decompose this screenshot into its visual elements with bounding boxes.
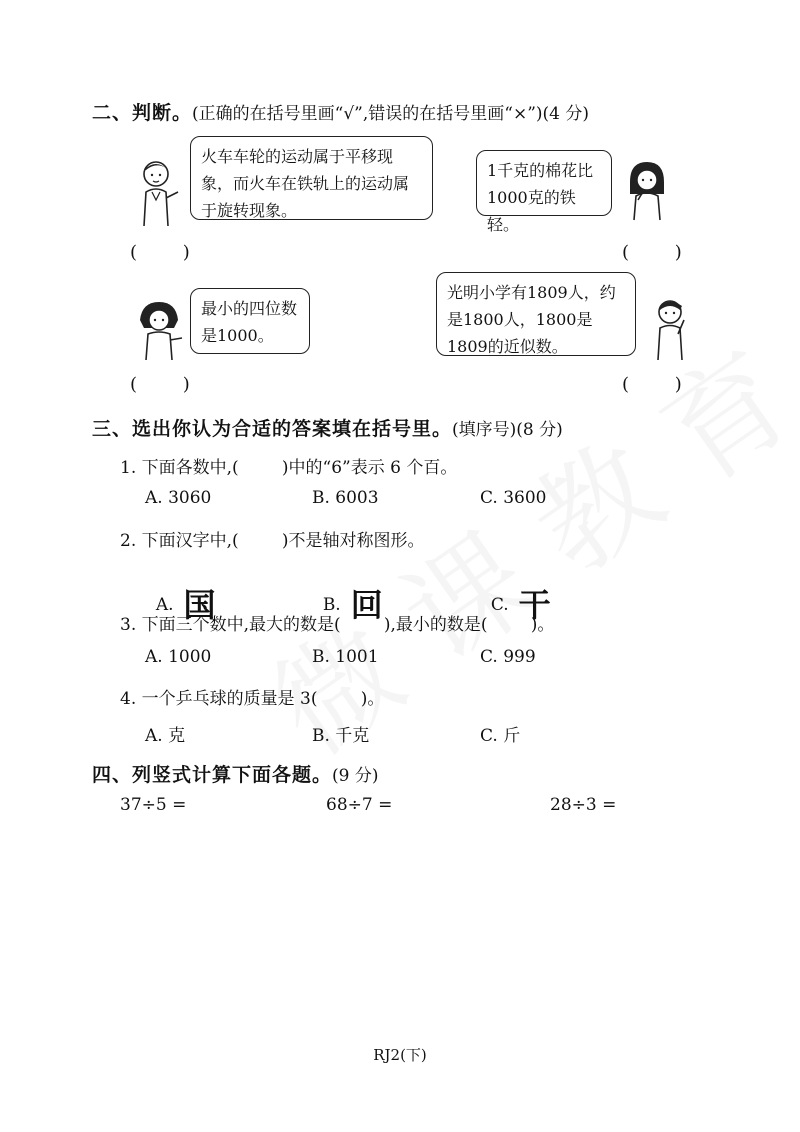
question-2: 2. 下面汉字中,( )不是轴对称图形。 — [120, 531, 425, 551]
q2-option-b-label: B. — [322, 595, 341, 615]
answer-paren-1[interactable]: ( ) — [130, 242, 190, 263]
statement-3-text: 最小的四位数是1000。 — [201, 299, 298, 345]
speech-bubble-2 — [476, 150, 612, 234]
section4-heading — [92, 760, 379, 787]
section2-heading — [92, 98, 589, 125]
answer-paren-2[interactable]: ( ) — [622, 242, 682, 263]
speech-bubble-3 — [190, 288, 310, 354]
section3-note: (填序号)(8 分) — [452, 420, 563, 440]
calc-problem-1: 37÷5 = — [120, 795, 187, 815]
section3-heading — [92, 414, 563, 441]
calc-problem-2: 68÷7 = — [326, 795, 393, 815]
question-4: 4. 一个乒乓球的质量是 3( )。 — [120, 689, 385, 709]
question-3: 3. 下面三个数中,最大的数是( ),最小的数是( )。 — [120, 615, 555, 635]
q3-option-c[interactable]: C. 999 — [480, 647, 536, 667]
q3-option-b[interactable]: B. 1001 — [312, 647, 379, 667]
boy-pointing-illustration — [134, 158, 184, 228]
answer-paren-4[interactable]: ( ) — [622, 374, 682, 395]
q2-char-a: 国 — [183, 586, 216, 624]
boy-thinking-illustration — [648, 296, 696, 362]
girl-thinking-illustration — [622, 160, 672, 222]
section4-note: (9 分) — [332, 766, 379, 786]
q3-option-a[interactable]: A. 1000 — [145, 647, 212, 667]
calc-problem-3: 28÷3 = — [550, 795, 617, 815]
section2-note: (正确的在括号里画“√”,错误的在括号里画“×”)(4 分) — [192, 104, 590, 124]
q2-option-c-label: C. — [490, 595, 509, 615]
q1-option-c[interactable]: C. 3600 — [480, 488, 547, 508]
speech-bubble-4 — [436, 272, 636, 356]
answer-paren-3[interactable]: ( ) — [130, 374, 190, 395]
q2-char-c: 干 — [518, 586, 551, 624]
q4-option-c[interactable]: C. 斤 — [480, 726, 521, 746]
q4-option-a[interactable]: A. 克 — [145, 726, 186, 746]
q1-option-b[interactable]: B. 6003 — [312, 488, 379, 508]
statement-2-text: 1千克的棉花比1000克的铁轻。 — [487, 161, 594, 234]
speech-bubble-1 — [190, 136, 433, 220]
statement-4-text: 光明小学有1809人，约是1800人，1800是1809的近似数。 — [447, 283, 616, 356]
page-footer: RJ2(下) — [373, 1046, 427, 1064]
girl-pointing-illustration — [134, 300, 184, 362]
statement-1-text: 火车车轮的运动属于平移现象，而火车在铁轨上的运动属于旋转现象。 — [201, 147, 410, 220]
question-1: 1. 下面各数中,( )中的“6”表示 6 个百。 — [120, 458, 458, 478]
section3-title: 三、选出你认为合适的答案填在括号里。 — [92, 418, 453, 440]
section4-title: 四、列竖式计算下面各题。 — [92, 764, 333, 786]
q2-char-b: 回 — [350, 586, 383, 624]
q4-option-b[interactable]: B. 千克 — [312, 726, 370, 746]
section2-title: 二、判断。 — [92, 102, 193, 124]
q2-option-a-label: A. — [155, 595, 174, 615]
q1-option-a[interactable]: A. 3060 — [145, 488, 212, 508]
